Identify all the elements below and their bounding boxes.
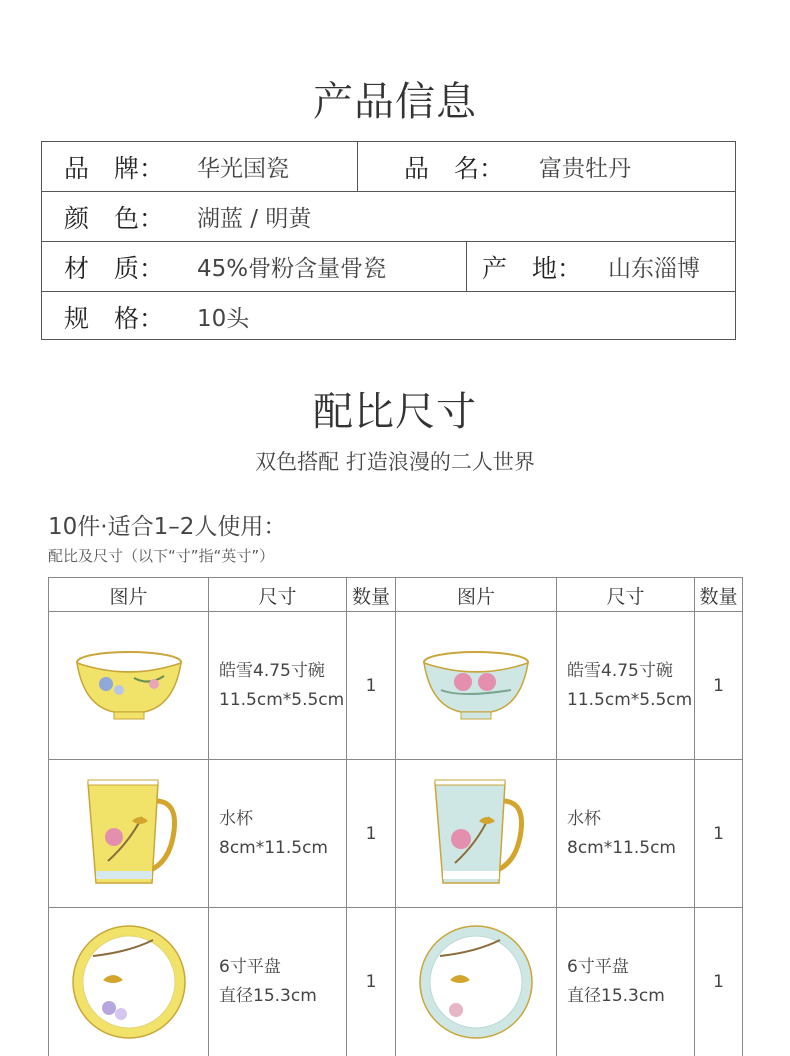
item-dims: 8cm*11.5cm (567, 837, 676, 858)
product-info-table (41, 141, 736, 340)
origin-label: 产 地： (482, 253, 583, 283)
spec-value: 10头 (197, 306, 250, 332)
name-label: 品 名： (404, 153, 505, 183)
table-row-qty: 1 (713, 972, 724, 992)
ratio-size-subtitle: 双色搭配 打造浪漫的二人世界 (255, 450, 535, 474)
item-name: 皓雪4.75寸碗 (567, 660, 673, 681)
ratio-size-title: 配比尺寸 (313, 389, 477, 435)
info-row-color (42, 191, 735, 242)
table-row-qty: 1 (365, 972, 377, 992)
item-dims: 8cm*11.5cm (219, 837, 328, 858)
item-name: 6寸平盘 (567, 957, 629, 977)
bowl-image (421, 646, 531, 726)
origin-value: 山东淄博 (608, 256, 700, 282)
item-name: 皓雪4.75寸碗 (219, 660, 325, 681)
info-row-material (42, 241, 735, 292)
item-name: 水杯 (567, 808, 601, 829)
mug-image (74, 771, 184, 896)
color-label: 颜 色： (64, 203, 165, 233)
header-image: 图片 (109, 585, 148, 608)
size-note: 配比及尺寸（以下“寸”指“英寸”） (48, 547, 275, 565)
table-row-size (209, 760, 346, 907)
header-qty: 数量 (699, 585, 738, 608)
table-row-size (209, 612, 346, 759)
brand-label: 品 牌： (64, 153, 165, 183)
header-image: 图片 (456, 585, 495, 608)
mug-image (421, 771, 531, 896)
table-row-qty: 1 (365, 675, 377, 696)
table-row-image (49, 908, 208, 1056)
item-dims: 11.5cm*5.5cm (219, 689, 345, 710)
piece-count-title: 10件·适合1–2人使用： (48, 514, 287, 540)
table-row-qty: 1 (365, 823, 377, 844)
material-value: 45%骨粉含量骨瓷 (197, 256, 387, 282)
table-row-image (49, 760, 208, 907)
name-value: 富贵牡丹 (539, 156, 631, 182)
item-dims: 11.5cm*5.5cm (567, 689, 693, 710)
table-row-qty: 1 (713, 675, 724, 696)
item-dims: 直径15.3cm (219, 986, 317, 1006)
item-dims: 直径15.3cm (567, 986, 665, 1006)
size-table (48, 577, 743, 1056)
header-size: 尺寸 (606, 585, 645, 608)
table-row-image (396, 760, 556, 907)
table-row-size (557, 760, 694, 907)
bowl-image (74, 646, 184, 726)
table-row-image (396, 612, 556, 759)
table-row-size (557, 612, 694, 759)
item-name: 6寸平盘 (219, 957, 281, 977)
table-row-size (557, 908, 694, 1056)
info-row-spec (42, 291, 735, 342)
table-row-qty: 1 (713, 823, 724, 844)
item-name: 水杯 (219, 808, 253, 829)
plate-image (416, 922, 536, 1042)
table-row-image (49, 612, 208, 759)
header-qty: 数量 (351, 585, 390, 608)
spec-label: 规 格： (64, 303, 165, 333)
table-row-image (396, 908, 556, 1056)
brand-value: 华光国瓷 (197, 156, 289, 182)
color-value: 湖蓝 / 明黄 (197, 206, 312, 232)
material-label: 材 质： (64, 253, 165, 283)
product-info-title: 产品信息 (313, 79, 477, 125)
plate-image (69, 922, 189, 1042)
header-size: 尺寸 (258, 585, 297, 608)
info-row-brand (42, 142, 735, 192)
table-row-size (209, 908, 346, 1056)
